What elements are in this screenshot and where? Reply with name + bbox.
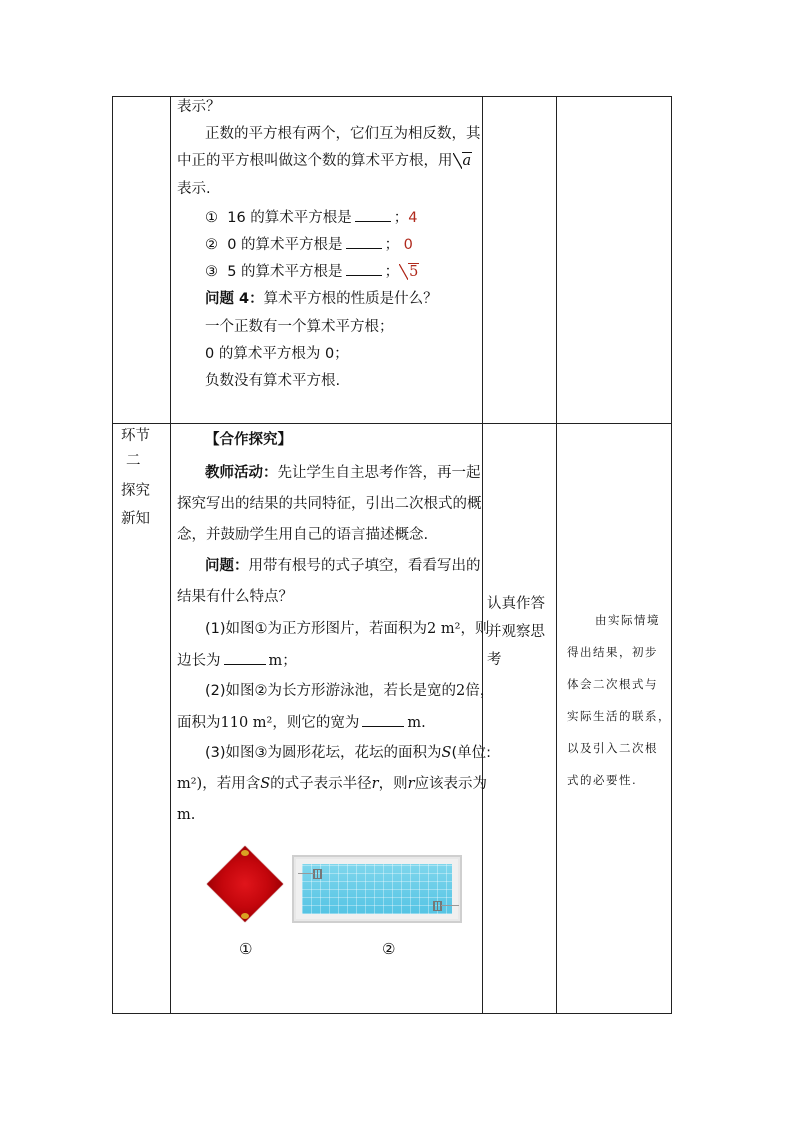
question-4 bbox=[205, 289, 438, 309]
math-value: 2 bbox=[456, 683, 466, 699]
question-label: 问题： bbox=[205, 558, 249, 574]
student-activity-line: 认真作答 bbox=[487, 596, 545, 612]
text-segment: (3)如图③为圆形花坛，花坛的面积为 bbox=[205, 745, 442, 761]
text-segment: 先让学生自主思考作答，再一起 bbox=[277, 465, 481, 481]
text-segment: m²)，若用含 bbox=[177, 776, 261, 792]
text-line bbox=[177, 151, 472, 171]
stage-label: 探究 bbox=[121, 483, 150, 499]
design-intent-line: 以及引入二次根 bbox=[567, 741, 658, 755]
stage-label: 二 bbox=[126, 453, 141, 469]
math-var: r bbox=[371, 776, 379, 792]
question-item-3 bbox=[205, 261, 419, 282]
text-segment: 应该表示为 bbox=[414, 776, 488, 792]
answer-blank bbox=[355, 207, 391, 222]
red-square-image bbox=[207, 846, 283, 922]
unit: m. bbox=[407, 715, 426, 731]
math-value: 2 m² bbox=[427, 621, 461, 637]
item-1-line bbox=[205, 619, 489, 639]
sqrt-answer: 5 bbox=[399, 262, 419, 282]
text-segment: ，则 bbox=[378, 776, 408, 792]
pool-rail bbox=[441, 905, 459, 906]
column-divider-2 bbox=[482, 97, 483, 1013]
sqrt-a-symbol: a bbox=[453, 151, 473, 171]
separator: ； bbox=[384, 237, 400, 253]
teacher-label: 教师活动： bbox=[205, 465, 278, 481]
pool-ladder-right bbox=[433, 901, 442, 911]
text-line: 结果有什么特点？ bbox=[177, 589, 293, 605]
answer-blank bbox=[362, 712, 404, 727]
design-intent-line: 体会二次根式与 bbox=[567, 677, 658, 691]
question-text: 5 的算术平方根是 bbox=[227, 264, 343, 280]
text-segment: ，则它的宽为 bbox=[272, 715, 360, 731]
text-line: 念，并鼓励学生用自己的语言描述概念. bbox=[177, 527, 429, 543]
separator: ； bbox=[393, 210, 409, 226]
square-picture-figure bbox=[207, 846, 283, 922]
tassel-bottom bbox=[241, 913, 249, 919]
design-intent-line: 由实际情境 bbox=[595, 613, 660, 627]
text-segment: (2)如图②为长方形游泳池，若长是宽的 bbox=[205, 683, 457, 699]
text-segment: 倍， bbox=[465, 683, 495, 699]
swimming-pool-figure bbox=[292, 855, 462, 923]
column-divider-1 bbox=[170, 97, 171, 1013]
question-item-1 bbox=[205, 207, 418, 228]
row-divider bbox=[113, 423, 671, 424]
answer-blank bbox=[346, 234, 382, 249]
design-intent-line: 实际生活的联系， bbox=[567, 709, 671, 723]
pool-rail bbox=[298, 873, 314, 874]
number-circle: ② bbox=[205, 237, 218, 253]
text-segment: (单位: bbox=[451, 745, 492, 761]
student-activity-line: 考 bbox=[487, 652, 502, 668]
question-text: 算术平方根的性质是什么？ bbox=[263, 291, 438, 307]
text-line: 表示. bbox=[177, 181, 211, 197]
property-line: 0 的算术平方根为 0； bbox=[205, 346, 349, 362]
text-segment: 用带有根号的式子填空，看看写出的 bbox=[248, 558, 481, 574]
math-var: S bbox=[260, 776, 271, 792]
text-segment: 面积为 bbox=[177, 715, 221, 731]
number-circle: ③ bbox=[205, 264, 218, 280]
separator: ； bbox=[384, 264, 400, 280]
question-label: 问题 4： bbox=[205, 291, 264, 307]
item-2-line bbox=[205, 681, 494, 701]
item-1-line-2 bbox=[177, 650, 297, 671]
figure-1-label: ① bbox=[239, 940, 253, 958]
item-2-line-2 bbox=[177, 712, 426, 733]
math-value: 110 m² bbox=[220, 715, 273, 731]
text-segment: 中正的平方根叫做这个数的算术平方根，用 bbox=[177, 153, 453, 169]
teacher-activity-line bbox=[205, 463, 481, 483]
stage-label: 环节 bbox=[121, 428, 150, 444]
text-segment: ，则 bbox=[460, 621, 490, 637]
item-3-line bbox=[205, 743, 491, 763]
student-activity-line: 并观察思 bbox=[487, 624, 545, 640]
pool-water bbox=[302, 864, 452, 914]
text-line: 探究写出的结果的共同特征，引出二次根式的概 bbox=[177, 496, 482, 512]
question-line bbox=[205, 556, 481, 576]
question-text: 16 的算术平方根是 bbox=[227, 210, 352, 226]
math-var: S bbox=[441, 745, 452, 761]
number-circle: ① bbox=[205, 210, 218, 226]
text-line: 表示？ bbox=[177, 99, 221, 115]
answer-blank bbox=[346, 261, 382, 276]
tassel-top bbox=[241, 850, 249, 856]
property-line: 一个正数有一个算术平方根； bbox=[205, 319, 394, 335]
figure-2-label: ② bbox=[382, 940, 396, 958]
answer-value: 4 bbox=[408, 210, 418, 226]
text-segment: 边长为 bbox=[177, 653, 221, 669]
section-heading: 【合作探究】 bbox=[205, 432, 292, 448]
question-item-2 bbox=[205, 234, 413, 255]
pool-ladder-left bbox=[313, 869, 322, 879]
question-text: 0 的算术平方根是 bbox=[227, 237, 343, 253]
design-intent-line: 式的必要性. bbox=[567, 773, 638, 787]
text-line: m. bbox=[177, 807, 196, 823]
text-line: 正数的平方根有两个，它们互为相反数，其 bbox=[205, 126, 481, 142]
text-segment: (1)如图①为正方形图片，若面积为 bbox=[205, 621, 428, 637]
math-var: r bbox=[407, 776, 415, 792]
stage-label: 新知 bbox=[121, 511, 150, 527]
design-intent-line: 得出结果，初步 bbox=[567, 645, 658, 659]
answer-value: 0 bbox=[403, 237, 413, 253]
property-line: 负数没有算术平方根. bbox=[205, 373, 341, 389]
text-segment: 的式子表示半径 bbox=[270, 776, 372, 792]
column-divider-3 bbox=[556, 97, 557, 1013]
unit: m； bbox=[268, 653, 297, 669]
answer-blank bbox=[224, 650, 266, 665]
item-3-line-2 bbox=[177, 774, 487, 794]
